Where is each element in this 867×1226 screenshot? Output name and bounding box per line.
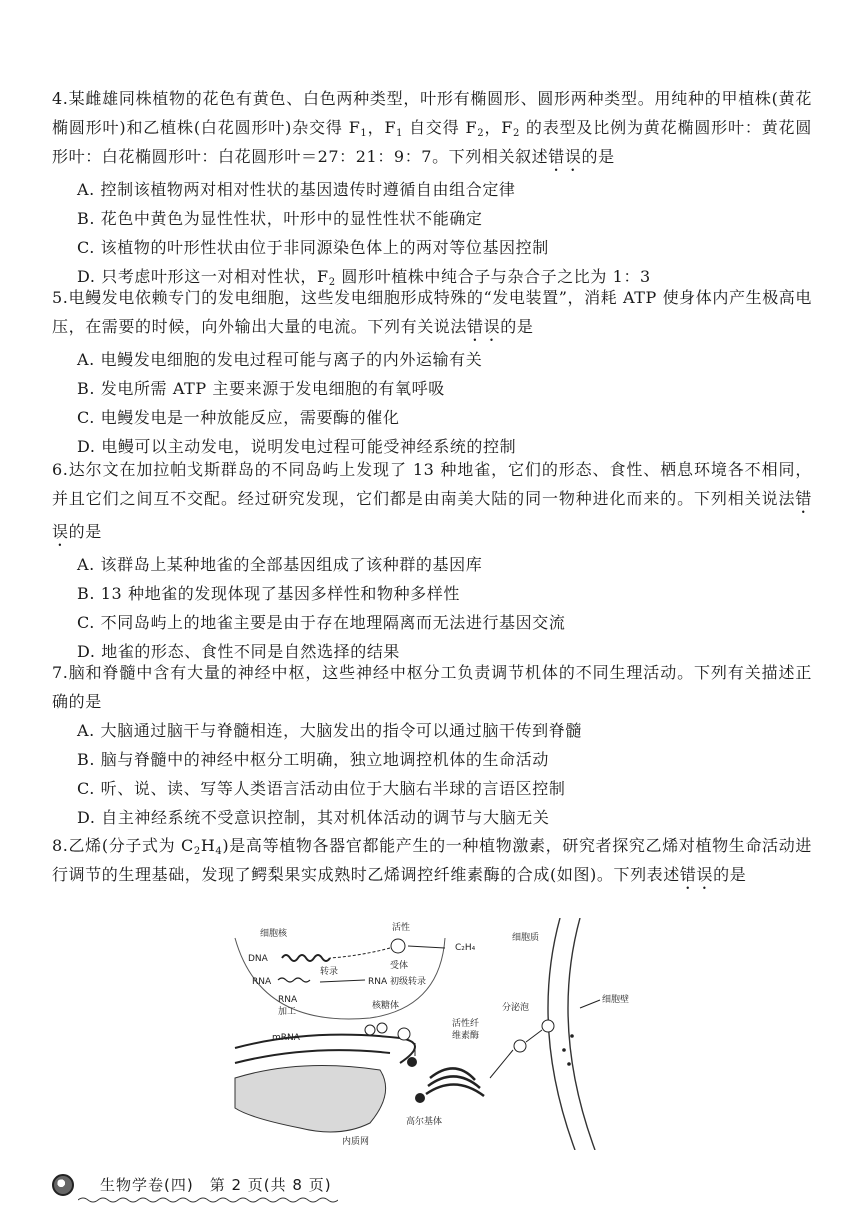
label-dna: DNA bbox=[248, 954, 268, 964]
q4-text: ，F bbox=[484, 118, 513, 137]
q8-emphasis: 错误 bbox=[679, 865, 714, 884]
label-enzyme: 维素酶 bbox=[452, 1031, 480, 1041]
er-membrane bbox=[235, 1035, 415, 1063]
page-footer bbox=[40, 1168, 440, 1208]
er-membrane bbox=[235, 1050, 390, 1063]
q4-text: 4.某雌雄同株植物的花色有黄色、白色两种类型，叶形有椭圆形、圆形两种类型。用纯种的甲植株(黄花椭圆形叶)和乙植株(白花圆形叶)杂交得 F bbox=[52, 89, 812, 137]
q4-sub: 2 bbox=[477, 128, 485, 139]
q4-option-d-text: 圆形叶植株中纯合子与杂合子之比为 1：3 bbox=[335, 267, 651, 286]
q8-text: )是高等植物各器官都能产生的一种植物激素，研究者探究乙烯对植物生命活动进行调节的生理基础，发现了鳄梨果实成熟时乙烯调控纤维素酶的合成(如图)。下列表述 bbox=[52, 836, 812, 884]
label-secretory: 分泌泡 bbox=[502, 1003, 530, 1013]
q6-emphasis: 错误 bbox=[52, 489, 812, 541]
q4-option-a: A. 控制该植物两对相对性状的基因遗传时遵循自由组合定律 bbox=[77, 180, 516, 199]
signal-arrow bbox=[330, 948, 390, 958]
q5-emphasis: 错误 bbox=[467, 317, 501, 336]
q4-text: 的是 bbox=[581, 147, 615, 166]
question-7-stem: 7.脑和脊髓中含有大量的神经中枢，这些神经中枢分工负责调节机体的不同生理活动。下列有关描述正确的是 bbox=[52, 663, 812, 711]
vesicle-dot bbox=[407, 1057, 417, 1067]
cell-membrane bbox=[548, 918, 575, 1150]
q8-text: H bbox=[200, 836, 216, 855]
cell-wall-pointer bbox=[580, 1000, 600, 1008]
c2h4-arrow bbox=[408, 946, 445, 948]
label-rna-process: 加工 bbox=[278, 1007, 297, 1017]
q4-text: ，F bbox=[367, 118, 397, 137]
q5-option-a: A. 电鳗发电细胞的发电过程可能与离子的内外运输有关 bbox=[77, 350, 483, 369]
vesicle-dot bbox=[415, 1093, 425, 1103]
question-5 bbox=[52, 283, 812, 461]
q4-option-c: C. 该植物的叶形性状由位于非同源染色体上的两对等位基因控制 bbox=[77, 238, 549, 257]
flow-arrow bbox=[490, 1050, 513, 1078]
ribosome bbox=[365, 1025, 375, 1035]
flow-arrow bbox=[526, 1030, 542, 1042]
q5-text: 的是 bbox=[500, 317, 534, 336]
q7-option-a: A. 大脑通过脑干与脊髓相连，大脑发出的指令可以通过脑干传到脊髓 bbox=[77, 721, 582, 740]
rna-strand bbox=[278, 978, 310, 982]
footer-text: 生物学卷(四) 第 2 页(共 8 页) bbox=[100, 1176, 332, 1194]
secretory-vesicle bbox=[542, 1020, 554, 1032]
q6-option-c: C. 不同岛屿上的地雀主要是由于存在地理隔离而无法进行基因交流 bbox=[77, 613, 566, 632]
q4-sub: 1 bbox=[396, 128, 404, 139]
label-c2h4: C₂H₄ bbox=[455, 943, 476, 953]
footer-circle-icon bbox=[52, 1174, 74, 1196]
label-enzyme: 活性纤 bbox=[452, 1019, 480, 1029]
q6-option-d: D. 地雀的形态、食性不同是自然选择的结果 bbox=[77, 642, 401, 661]
q4-sub: 2 bbox=[513, 128, 520, 139]
label-active: 活性 bbox=[392, 923, 411, 933]
cell-wall-line bbox=[568, 918, 595, 1150]
q8-text: 的是 bbox=[713, 865, 747, 884]
er-body bbox=[235, 1066, 386, 1133]
q8-sub: 4 bbox=[215, 846, 223, 857]
question-5-stem bbox=[52, 283, 812, 345]
dna-helix bbox=[282, 955, 330, 961]
wall-dot bbox=[562, 1048, 566, 1052]
q6-option-a: A. 该群岛上某种地雀的全部基因组成了该种群的基因库 bbox=[77, 555, 483, 574]
q4-text: 的表型及比例为黄花椭圆形叶：黄花圆形叶：白花椭圆形叶：白花圆形叶＝27：21：9：7。下列相关叙述 bbox=[52, 118, 813, 166]
label-er: 内质网 bbox=[342, 1137, 370, 1147]
q7-option-d: D. 自主神经系统不受意识控制，其对机体活动的调节与大脑无关 bbox=[77, 808, 550, 827]
q6-option-b: B. 13 种地雀的发现体现了基因多样性和物种多样性 bbox=[77, 584, 460, 603]
label-ribosome: 核糖体 bbox=[372, 1001, 400, 1011]
q5-option-b: B. 发电所需 ATP 主要来源于发电细胞的有氧呼吸 bbox=[77, 379, 445, 398]
question-8 bbox=[52, 831, 812, 893]
golgi-cisterna bbox=[430, 1068, 475, 1080]
label-rna: RNA bbox=[252, 977, 272, 987]
ribosome bbox=[377, 1023, 387, 1033]
question-8-stem bbox=[52, 831, 812, 893]
label-cytoplasm: 细胞质 bbox=[512, 933, 540, 943]
label-nucleus: 细胞核 bbox=[260, 929, 288, 939]
q5-option-d: D. 电鳗可以主动发电，说明发电过程可能受神经系统的控制 bbox=[77, 437, 517, 456]
q4-option-d-sub: 2 bbox=[328, 277, 336, 288]
q8-text: 8.乙烯(分子式为 C bbox=[52, 836, 194, 855]
q8-sub: 2 bbox=[193, 846, 201, 857]
vesicle bbox=[398, 1028, 410, 1040]
wall-dot bbox=[570, 1034, 574, 1038]
label-transcription: 转录 bbox=[320, 967, 339, 977]
label-golgi: 高尔基体 bbox=[406, 1117, 443, 1127]
question-6-stem bbox=[52, 455, 812, 550]
q5-text: 5.电鳗发电依赖专门的发电细胞，这些发电细胞形成特殊的“发电装置”，消耗 ATP 使身体内产生极高电压，在需要的时候，向外输出大量的电流。下列有关说法 bbox=[52, 288, 812, 336]
label-receptor: 受体 bbox=[390, 961, 409, 971]
q5-option-c: C. 电鳗发电是一种放能反应，需要酶的催化 bbox=[77, 408, 400, 427]
q4-text: 自交得 F bbox=[403, 118, 478, 137]
q6-text: 6.达尔文在加拉帕戈斯群岛的不同岛屿上发现了 13 种地雀，它们的形态、食性、栖息环境各不相同，并且它们之间互不交配。经过研究发现，它们都是由南美大陆的同一物种进化而来的。下列相关说法 bbox=[52, 460, 812, 508]
wall-dot bbox=[567, 1062, 571, 1066]
label-mrna: mRNA bbox=[272, 1033, 300, 1043]
q6-text: 的是 bbox=[68, 522, 102, 541]
q4-option-d-text: D. 只考虑叶形这一对相对性状，F bbox=[77, 267, 329, 286]
rna-primary-line bbox=[320, 980, 365, 982]
question-4-stem bbox=[52, 84, 812, 175]
golgi-cisterna bbox=[426, 1084, 484, 1096]
q4-emphasis: 错误 bbox=[548, 147, 582, 166]
footer-wave-decoration bbox=[78, 1196, 338, 1204]
q7-option-b: B. 脑与脊髓中的神经中枢分工明确，独立地调控机体的生命活动 bbox=[77, 750, 549, 769]
q7-option-c: C. 听、说、读、写等人类语言活动由位于大脑右半球的言语区控制 bbox=[77, 779, 566, 798]
cell-diagram bbox=[230, 918, 640, 1150]
receptor-circle bbox=[391, 939, 405, 953]
question-7 bbox=[52, 658, 812, 832]
question-4 bbox=[52, 84, 812, 291]
secretory-vesicle bbox=[514, 1040, 526, 1052]
q4-sub: 1 bbox=[360, 128, 368, 139]
label-rna-process: RNA bbox=[278, 995, 298, 1005]
q4-option-b: B. 花色中黄色为显性性状，叶形中的显性性状不能确定 bbox=[77, 209, 483, 228]
question-6 bbox=[52, 455, 812, 666]
label-cell-wall: 细胞壁 bbox=[602, 995, 630, 1005]
label-rna-primary: RNA 初级转录 bbox=[368, 977, 427, 987]
